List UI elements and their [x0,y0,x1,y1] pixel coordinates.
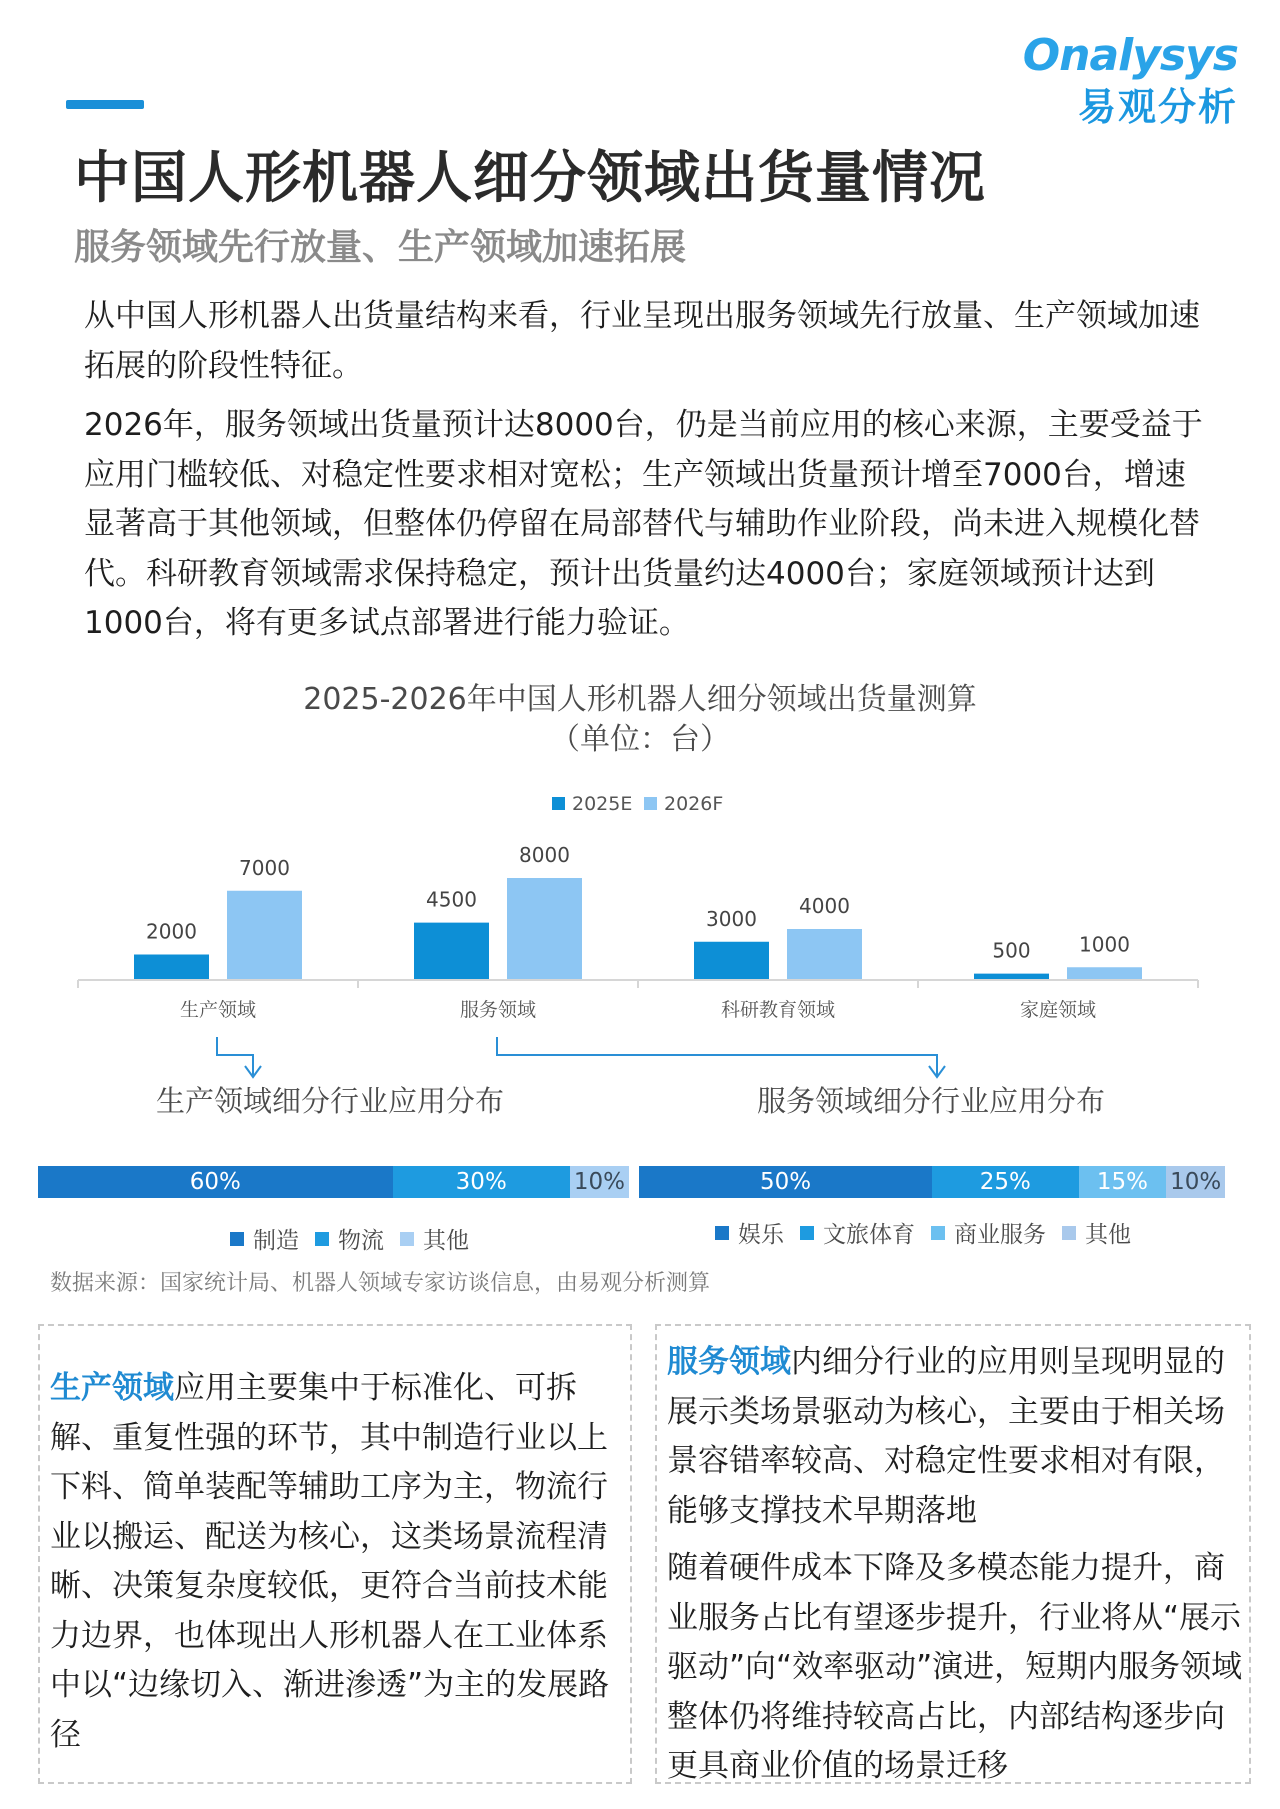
legend-label: 商业服务 [954,1222,1046,1248]
data-source: 数据来源：国家统计局、机器人领域专家访谈信息，由易观分析测算 [50,1271,711,1296]
service-dist-legend [715,1216,1147,1249]
legend-swatch [715,1226,729,1240]
legend-item-其他 [1062,1216,1131,1249]
legend-label: 其他 [423,1228,469,1254]
legend-swatch-0 [552,797,565,810]
bar-value-2-1: 4000 [799,894,850,918]
bar-value-0-1: 7000 [239,855,290,880]
production-analysis-text [50,1364,620,1760]
legend-swatch [1062,1226,1076,1240]
bar-0-1 [227,891,302,980]
category-label-1: 服务领域 [459,999,537,1021]
bar-value-2-0: 3000 [706,906,757,931]
legend-item-商业服务 [931,1216,1046,1249]
service-analysis-box [655,1324,1251,1784]
title-accent-bar [66,100,144,109]
production-stacked-bar [38,1166,629,1198]
legend-label: 文旅体育 [823,1222,915,1248]
logo-chinese: 易观分析 [1077,85,1238,129]
legend-label-0: 2025E [572,793,633,815]
production-analysis-box [38,1324,632,1784]
intro-paragraph-2: 2026年，服务领域出货量预计达8000台，仍是当前应用的核心来源，主要受益于应用门槛较低、对稳定性要求相对宽松；生产领域出货量预计增至7000台，增速显著高于其他领域，但整体仍停留在局部替代与辅助作业阶段，尚未进入规模化替代。科研教育领域需求保持稳定，预计出货量约达4000台；家庭领域预计达到1000台，将有更多试点部署进行能力验证。 [84,407,1203,641]
production-dist-title: 生产领域细分行业应用分布 [156,1084,505,1118]
brand-logo [998,30,1238,130]
production-body: 应用主要集中于标准化、可拆解、重复性强的环节，其中制造行业以上下料、简单装配等辅助工序为主，物流行业以搬运、配送为核心，这类场景流程清晰、决策复杂度较低，更符合当前技术能力边界，也体现出人形机器人在工业体系中以“边缘切入、渐进渗透”为主的发展路径 [50,1370,610,1753]
category-label-3: 家庭领域 [1019,999,1097,1021]
legend-label: 物流 [338,1228,384,1254]
chart-title: 2025-2026年中国人形机器人细分领域出货量测算 [303,682,977,717]
segment-其他: 10% [570,1166,629,1198]
logo-english: Onalysys [1022,30,1238,81]
legend-item-物流 [315,1222,384,1255]
legend-item-文旅体育 [800,1216,915,1249]
bar-value-0-0: 2000 [146,919,197,944]
chart-legend [552,793,723,815]
service-stacked-bar [639,1166,1225,1198]
bar-value-3-1: 1000 [1079,932,1130,957]
segment-商业服务: 15% [1079,1166,1167,1198]
intro-text [84,292,1204,659]
legend-swatch [400,1232,414,1246]
page-subtitle: 服务领域先行放量、生产领域加速拓展 [74,227,687,268]
production-highlight: 生产领域 [50,1370,174,1406]
bar-value-1-1: 8000 [519,843,570,867]
legend-item-制造 [230,1222,299,1255]
legend-item-娱乐 [715,1216,784,1249]
bar-value-1-0: 4500 [426,887,477,912]
legend-swatch [931,1226,945,1240]
segment-制造: 60% [38,1166,393,1198]
service-highlight: 服务领域 [667,1344,791,1380]
chart-axis [78,980,1198,1021]
bar-2-1 [787,929,862,980]
legend-label: 娱乐 [738,1222,784,1248]
service-body: 内细分行业的应用则呈现明显的展示类场景驱动为核心，主要由于相关场景容错率较高、对稳定性要求相对有限，能够支撑技术早期落地 [667,1344,1225,1529]
legend-label: 其他 [1085,1222,1131,1248]
bar-2-0 [694,942,769,980]
legend-swatch-1 [644,797,657,810]
flow-arrows [217,1037,945,1077]
legend-label-1: 2026F [664,793,724,815]
service-paragraph-1 [667,1338,1243,1536]
legend-label: 制造 [253,1228,299,1254]
bar-value-3-0: 500 [992,938,1031,963]
legend-item-其他 [400,1222,469,1255]
legend-swatch [315,1232,329,1246]
intro-paragraph-1: 从中国人形机器人出货量结构来看，行业呈现出服务领域先行放量、生产领域加速拓展的阶段性特征。 [84,298,1200,384]
bar-0-0 [134,955,209,981]
production-dist-legend [230,1222,485,1255]
page-title: 中国人形机器人细分领域出货量情况 [74,146,986,211]
segment-娱乐: 50% [639,1166,932,1198]
bar-1-0 [414,923,489,980]
service-analysis-text [667,1338,1243,1792]
category-label-0: 生产领域 [179,999,257,1021]
legend-swatch [230,1232,244,1246]
service-paragraph-2: 随着硬件成本下降及多模态能力提升，商业服务占比有望逐步提升，行业将从“展示驱动”向“效率驱动”演进，短期内服务领域整体仍将维持较高占比，内部结构逐步向更具商业价值的场景迁移 [667,1550,1243,1784]
chart-unit: （单位：台） [550,722,730,757]
service-dist-title: 服务领域细分行业应用分布 [757,1084,1106,1118]
segment-物流: 30% [393,1166,570,1198]
chart-bars [134,843,1142,980]
segment-其他: 10% [1166,1166,1225,1198]
bar-3-1 [1067,967,1142,980]
segment-文旅体育: 25% [932,1166,1079,1198]
legend-swatch [800,1226,814,1240]
category-label-2: 科研教育领域 [720,999,836,1021]
bar-1-1 [507,878,582,980]
service-flow-arrow [497,1037,937,1075]
